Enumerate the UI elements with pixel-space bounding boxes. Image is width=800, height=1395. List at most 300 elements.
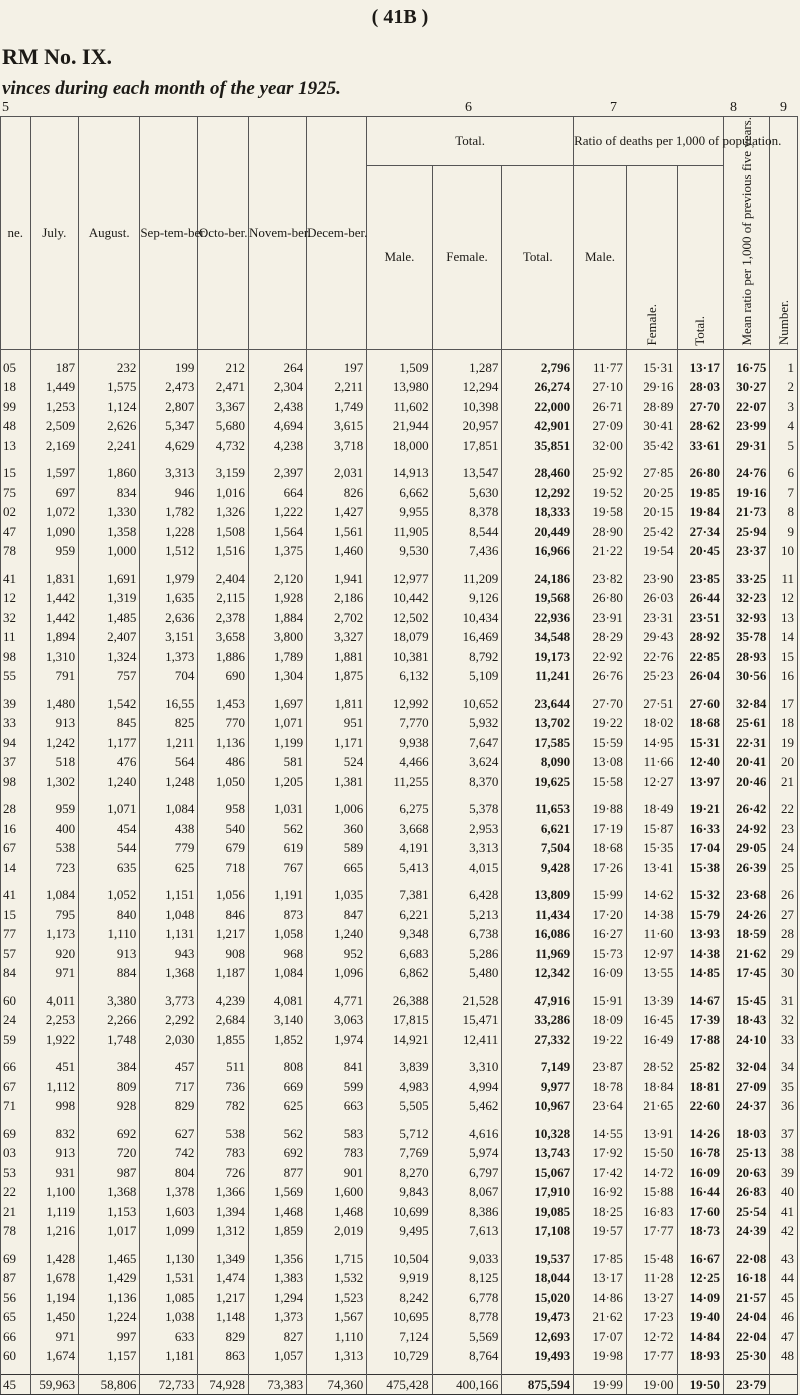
table-cell: 3,310 xyxy=(432,1057,502,1077)
table-cell: 987 xyxy=(79,1163,140,1183)
table-cell: 60 xyxy=(1,991,31,1011)
table-cell: 997 xyxy=(79,1327,140,1347)
table-cell: 1,381 xyxy=(307,772,367,792)
table-cell: 13·93 xyxy=(677,924,723,944)
table-cell: 18·02 xyxy=(626,713,677,733)
table-cell: 47 xyxy=(770,1327,798,1347)
table-cell: 23·68 xyxy=(724,885,770,905)
table-cell: 12,411 xyxy=(432,1030,502,1050)
table-cell: 11·66 xyxy=(626,752,677,772)
table-cell: 958 xyxy=(198,799,249,819)
table-cell: 23·99 xyxy=(724,416,770,436)
table-cell: 18 xyxy=(770,713,798,733)
table-cell: 1,217 xyxy=(198,1288,249,1308)
table-cell: 5,712 xyxy=(367,1124,432,1144)
table-cell: 599 xyxy=(307,1077,367,1097)
table-cell: 18·84 xyxy=(626,1077,677,1097)
table-row xyxy=(1,627,798,647)
table-cell: 69 xyxy=(1,1124,31,1144)
table-cell: 6,683 xyxy=(367,944,432,964)
table-cell: 5,213 xyxy=(432,905,502,925)
table-cell: 29 xyxy=(770,944,798,964)
table-cell: 4,466 xyxy=(367,752,432,772)
table-cell: 2,509 xyxy=(30,416,79,436)
table-cell: 16·49 xyxy=(626,1030,677,1050)
table-cell: 6 xyxy=(770,463,798,483)
table-cell: 14·26 xyxy=(677,1124,723,1144)
table-cell: 17·04 xyxy=(677,838,723,858)
table-cell: 692 xyxy=(249,1143,307,1163)
table-row xyxy=(1,819,798,839)
table-cell: 40 xyxy=(770,1182,798,1202)
table-cell: 8,778 xyxy=(432,1307,502,1327)
table-row xyxy=(1,963,798,983)
table-cell: 12,292 xyxy=(502,483,574,503)
table-cell: 20 xyxy=(770,752,798,772)
table-cell: 5 xyxy=(770,436,798,456)
table-cell: 12,992 xyxy=(367,694,432,714)
table-cell: 17,910 xyxy=(502,1182,574,1202)
table-cell: 809 xyxy=(79,1077,140,1097)
table-cell: 1,222 xyxy=(249,502,307,522)
table-row xyxy=(1,608,798,628)
table-cell: 1,375 xyxy=(249,541,307,561)
table-cell: 15·91 xyxy=(574,991,627,1011)
table-row xyxy=(1,1010,798,1030)
table-cell: 454 xyxy=(79,819,140,839)
table-cell: 1,575 xyxy=(79,377,140,397)
table-cell: 1,248 xyxy=(140,772,198,792)
table-cell: 873 xyxy=(249,905,307,925)
table-cell: 25·42 xyxy=(626,522,677,542)
table-cell: 15·31 xyxy=(677,733,723,753)
table-cell: 6,797 xyxy=(432,1163,502,1183)
table-cell: 562 xyxy=(249,819,307,839)
table-cell: 4,732 xyxy=(198,436,249,456)
table-cell: 22·76 xyxy=(626,647,677,667)
table-cell: 26·76 xyxy=(574,666,627,686)
table-cell: 1,119 xyxy=(30,1202,79,1222)
table-row xyxy=(1,666,798,686)
table-row xyxy=(1,991,798,1011)
table-cell: 17·92 xyxy=(574,1143,627,1163)
table-cell: 1,860 xyxy=(79,463,140,483)
table-cell: 13,980 xyxy=(367,377,432,397)
table-cell: 15·99 xyxy=(574,885,627,905)
table-cell: 21·73 xyxy=(724,502,770,522)
table-cell: 69 xyxy=(1,1249,31,1269)
table-row xyxy=(1,772,798,792)
table-cell: 11 xyxy=(770,569,798,589)
table-cell: 2,211 xyxy=(307,377,367,397)
header-august: August. xyxy=(79,117,140,350)
table-cell: 1,148 xyxy=(198,1307,249,1327)
table-cell: 11,969 xyxy=(502,944,574,964)
table-cell: 6,428 xyxy=(432,885,502,905)
table-cell: 48 xyxy=(770,1346,798,1366)
table-cell: 19·88 xyxy=(574,799,627,819)
table-cell: 24·76 xyxy=(724,463,770,483)
table-cell: 19·52 xyxy=(574,483,627,503)
table-cell: 19·58 xyxy=(574,502,627,522)
table-cell: 583 xyxy=(307,1124,367,1144)
table-cell: 59,963 xyxy=(30,1374,79,1395)
table-cell: 23·87 xyxy=(574,1057,627,1077)
table-cell: 3,380 xyxy=(79,991,140,1011)
table-cell: 13·17 xyxy=(677,358,723,378)
table-cell: 32·00 xyxy=(574,436,627,456)
table-cell: 19·21 xyxy=(677,799,723,819)
table-row xyxy=(1,358,798,378)
row-spacer xyxy=(1,1116,798,1124)
table-cell: 35·78 xyxy=(724,627,770,647)
table-cell: 25 xyxy=(770,858,798,878)
table-cell: 1,508 xyxy=(198,522,249,542)
table-cell: 20·63 xyxy=(724,1163,770,1183)
table-cell: 1,031 xyxy=(249,799,307,819)
table-cell: 1,056 xyxy=(198,885,249,905)
column-number: 5 xyxy=(2,100,9,115)
table-row xyxy=(1,1057,798,1077)
table-cell: 2,378 xyxy=(198,608,249,628)
header-col0: ne. xyxy=(1,117,31,350)
header-total-male: Male. xyxy=(367,165,432,349)
table-cell: 10,434 xyxy=(432,608,502,628)
table-cell: 22·07 xyxy=(724,397,770,417)
table-cell: 7,124 xyxy=(367,1327,432,1347)
table-cell: 35 xyxy=(770,1077,798,1097)
table-row xyxy=(1,1249,798,1269)
table-cell: 74,928 xyxy=(198,1374,249,1395)
table-cell: 42 xyxy=(770,1221,798,1241)
table-cell: 212 xyxy=(198,358,249,378)
table-cell: 18·03 xyxy=(724,1124,770,1144)
table-cell: 27 xyxy=(770,905,798,925)
table-cell: 665 xyxy=(307,858,367,878)
table-cell: 1,071 xyxy=(79,799,140,819)
table-cell: 19·57 xyxy=(574,1221,627,1241)
table-cell: 232 xyxy=(79,358,140,378)
table-cell: 32·84 xyxy=(724,694,770,714)
table-cell: 12,294 xyxy=(432,377,502,397)
table-cell: 1,181 xyxy=(140,1346,198,1366)
table-cell: 48 xyxy=(1,416,31,436)
table-cell: 1,349 xyxy=(198,1249,249,1269)
table-cell: 53 xyxy=(1,1163,31,1183)
table-cell: 770 xyxy=(198,713,249,733)
table-cell: 17·23 xyxy=(626,1307,677,1327)
table-cell: 67 xyxy=(1,1077,31,1097)
table-cell: 28·90 xyxy=(574,522,627,542)
table-cell: 26·39 xyxy=(724,858,770,878)
table-row xyxy=(1,694,798,714)
table-cell: 10,381 xyxy=(367,647,432,667)
table-cell: 32 xyxy=(1,608,31,628)
table-cell: 1,378 xyxy=(140,1182,198,1202)
table-cell: 17·77 xyxy=(626,1346,677,1366)
table-cell xyxy=(770,1374,798,1395)
table-cell: 1,136 xyxy=(79,1288,140,1308)
table-cell: 8,386 xyxy=(432,1202,502,1222)
row-spacer xyxy=(1,877,798,885)
table-cell: 2,031 xyxy=(307,463,367,483)
table-cell: 19·84 xyxy=(677,502,723,522)
table-cell: 17·77 xyxy=(626,1221,677,1241)
table-cell: 1,881 xyxy=(307,647,367,667)
table-cell: 704 xyxy=(140,666,198,686)
table-cell: 21,528 xyxy=(432,991,502,1011)
table-cell: 1,941 xyxy=(307,569,367,589)
table-cell: 16,086 xyxy=(502,924,574,944)
table-cell: 28·62 xyxy=(677,416,723,436)
table-cell: 18 xyxy=(1,377,31,397)
table-cell: 4,011 xyxy=(30,991,79,1011)
table-cell: 1,782 xyxy=(140,502,198,522)
table-cell: 18·93 xyxy=(677,1346,723,1366)
table-cell: 1,480 xyxy=(30,694,79,714)
table-cell: 12·27 xyxy=(626,772,677,792)
table-cell: 692 xyxy=(79,1124,140,1144)
table-cell: 4,081 xyxy=(249,991,307,1011)
table-row xyxy=(1,713,798,733)
table-cell: 1,304 xyxy=(249,666,307,686)
table-cell: 2 xyxy=(770,377,798,397)
table-cell: 47,916 xyxy=(502,991,574,1011)
table-cell: 829 xyxy=(140,1096,198,1116)
table-cell: 21,944 xyxy=(367,416,432,436)
table-cell: 9,938 xyxy=(367,733,432,753)
table-cell: 5,480 xyxy=(432,963,502,983)
table-cell: 1,136 xyxy=(198,733,249,753)
table-cell: 22·60 xyxy=(677,1096,723,1116)
header-november: Novem-ber. xyxy=(249,117,307,350)
table-cell: 33,286 xyxy=(502,1010,574,1030)
table-cell: 959 xyxy=(30,799,79,819)
total-row xyxy=(1,1374,798,1395)
table-cell: 16·92 xyxy=(574,1182,627,1202)
table-cell: 17·42 xyxy=(574,1163,627,1183)
table-cell: 8,792 xyxy=(432,647,502,667)
table-cell: 12 xyxy=(770,588,798,608)
table-cell: 14·72 xyxy=(626,1163,677,1183)
table-cell: 1,110 xyxy=(307,1327,367,1347)
table-cell: 360 xyxy=(307,819,367,839)
table-cell: 26·71 xyxy=(574,397,627,417)
table-cell: 26·80 xyxy=(574,588,627,608)
table-cell: 14·62 xyxy=(626,885,677,905)
table-cell: 19,085 xyxy=(502,1202,574,1222)
table-cell: 65 xyxy=(1,1307,31,1327)
table-cell: 14·95 xyxy=(626,733,677,753)
table-cell: 1,531 xyxy=(140,1268,198,1288)
table-cell: 17·19 xyxy=(574,819,627,839)
table-cell: 913 xyxy=(30,713,79,733)
table-cell: 44 xyxy=(770,1268,798,1288)
table-cell: 3,773 xyxy=(140,991,198,1011)
table-cell: 400 xyxy=(30,819,79,839)
table-cell: 19·00 xyxy=(626,1374,677,1395)
table-cell: 697 xyxy=(30,483,79,503)
table-cell: 16·75 xyxy=(724,358,770,378)
table-cell: 1,191 xyxy=(249,885,307,905)
table-cell: 21·57 xyxy=(724,1288,770,1308)
header-ratio-female: Female. xyxy=(626,165,677,349)
table-row xyxy=(1,1182,798,1202)
table-cell: 841 xyxy=(307,1057,367,1077)
table-cell: 4,015 xyxy=(432,858,502,878)
table-cell: 16·27 xyxy=(574,924,627,944)
table-cell: 589 xyxy=(307,838,367,858)
table-cell: 1,072 xyxy=(30,502,79,522)
table-cell: 17,815 xyxy=(367,1010,432,1030)
table-cell: 43 xyxy=(770,1249,798,1269)
table-cell: 14·86 xyxy=(574,1288,627,1308)
table-cell: 19 xyxy=(770,733,798,753)
table-cell: 1,468 xyxy=(249,1202,307,1222)
table-cell: 4,616 xyxy=(432,1124,502,1144)
table-cell: 723 xyxy=(30,858,79,878)
table-cell: 19,537 xyxy=(502,1249,574,1269)
table-cell: 15 xyxy=(1,905,31,925)
table-cell: 23·82 xyxy=(574,569,627,589)
table-cell: 1,373 xyxy=(249,1307,307,1327)
table-cell: 1,194 xyxy=(30,1288,79,1308)
table-cell: 9,977 xyxy=(502,1077,574,1097)
table-cell: 901 xyxy=(307,1163,367,1183)
table-row xyxy=(1,733,798,753)
table-cell: 13,702 xyxy=(502,713,574,733)
table-cell: 67 xyxy=(1,838,31,858)
table-cell: 27,332 xyxy=(502,1030,574,1050)
table-cell: 1,000 xyxy=(79,541,140,561)
table-cell: 27·09 xyxy=(574,416,627,436)
table-cell: 1,468 xyxy=(307,1202,367,1222)
table-cell: 1,324 xyxy=(79,647,140,667)
table-cell: 9,919 xyxy=(367,1268,432,1288)
header-ratio-group: Ratio of deaths per 1,000 of population. xyxy=(574,117,724,166)
table-cell: 27·85 xyxy=(626,463,677,483)
table-cell: 825 xyxy=(140,713,198,733)
table-cell: 1,096 xyxy=(307,963,367,983)
table-cell: 968 xyxy=(249,944,307,964)
table-cell: 2,636 xyxy=(140,608,198,628)
table-cell: 2,253 xyxy=(30,1010,79,1030)
table-cell: 11·60 xyxy=(626,924,677,944)
table-cell: 14·09 xyxy=(677,1288,723,1308)
table-cell: 7,504 xyxy=(502,838,574,858)
table-cell: 187 xyxy=(30,358,79,378)
table-cell: 3 xyxy=(770,397,798,417)
row-spacer xyxy=(1,1241,798,1249)
table-cell: 39 xyxy=(1,694,31,714)
table-cell: 10,328 xyxy=(502,1124,574,1144)
table-cell: 42,901 xyxy=(502,416,574,436)
table-cell: 538 xyxy=(198,1124,249,1144)
table-cell: 12·72 xyxy=(626,1327,677,1347)
table-row xyxy=(1,1221,798,1241)
table-cell: 1,326 xyxy=(198,502,249,522)
table-cell: 30·41 xyxy=(626,416,677,436)
table-cell: 8,270 xyxy=(367,1163,432,1183)
table-cell: 5,347 xyxy=(140,416,198,436)
table-cell: 633 xyxy=(140,1327,198,1347)
table-cell: 23·85 xyxy=(677,569,723,589)
table-cell: 21 xyxy=(1,1202,31,1222)
table-cell: 9,033 xyxy=(432,1249,502,1269)
table-cell: 757 xyxy=(79,666,140,686)
table-cell: 540 xyxy=(198,819,249,839)
table-cell: 2,241 xyxy=(79,436,140,456)
table-cell: 13·41 xyxy=(626,858,677,878)
table-cell: 1,811 xyxy=(307,694,367,714)
table-cell: 18·68 xyxy=(677,713,723,733)
table-cell: 625 xyxy=(249,1096,307,1116)
table-cell: 1,211 xyxy=(140,733,198,753)
table-cell: 15·48 xyxy=(626,1249,677,1269)
table-cell: 1,886 xyxy=(198,647,249,667)
table-cell: 511 xyxy=(198,1057,249,1077)
table-cell: 10,699 xyxy=(367,1202,432,1222)
row-spacer xyxy=(1,686,798,694)
table-cell: 1,240 xyxy=(307,924,367,944)
table-cell: 199 xyxy=(140,358,198,378)
table-cell: 27·34 xyxy=(677,522,723,542)
table-cell: 1,465 xyxy=(79,1249,140,1269)
table-cell: 920 xyxy=(30,944,79,964)
table-cell: 1,442 xyxy=(30,588,79,608)
table-cell: 14·38 xyxy=(626,905,677,925)
table-cell: 13 xyxy=(770,608,798,628)
table-cell: 13·97 xyxy=(677,772,723,792)
table-cell: 1,313 xyxy=(307,1346,367,1366)
table-cell: 30 xyxy=(770,963,798,983)
table-cell: 544 xyxy=(79,838,140,858)
table-cell: 14·55 xyxy=(574,1124,627,1144)
table-cell: 75 xyxy=(1,483,31,503)
table-cell: 913 xyxy=(30,1143,79,1163)
table-cell: 1,084 xyxy=(140,799,198,819)
table-cell: 16·44 xyxy=(677,1182,723,1202)
table-cell: 11·28 xyxy=(626,1268,677,1288)
table-cell: 26·03 xyxy=(626,588,677,608)
column-number: 9 xyxy=(780,100,787,115)
table-cell: 14,913 xyxy=(367,463,432,483)
table-cell: 21 xyxy=(770,772,798,792)
table-cell: 11,905 xyxy=(367,522,432,542)
table-cell: 5,378 xyxy=(432,799,502,819)
table-cell: 19·50 xyxy=(677,1374,723,1395)
row-spacer xyxy=(1,1049,798,1057)
table-cell: 24·92 xyxy=(724,819,770,839)
table-cell: 12,693 xyxy=(502,1327,574,1347)
table-cell: 45 xyxy=(770,1288,798,1308)
table-cell: 11,434 xyxy=(502,905,574,925)
table-cell: 4,239 xyxy=(198,991,249,1011)
table-body xyxy=(1,349,798,1395)
table-cell: 1,038 xyxy=(140,1307,198,1327)
table-cell: 22·92 xyxy=(574,647,627,667)
table-cell: 1,831 xyxy=(30,569,79,589)
table-cell: 17·88 xyxy=(677,1030,723,1050)
table-cell: 28·89 xyxy=(626,397,677,417)
table-cell: 11,602 xyxy=(367,397,432,417)
table-cell: 26·83 xyxy=(724,1182,770,1202)
table-cell: 1,294 xyxy=(249,1288,307,1308)
table-cell: 619 xyxy=(249,838,307,858)
table-cell: 17·85 xyxy=(574,1249,627,1269)
table-cell: 29·43 xyxy=(626,627,677,647)
table-cell: 971 xyxy=(30,1327,79,1347)
